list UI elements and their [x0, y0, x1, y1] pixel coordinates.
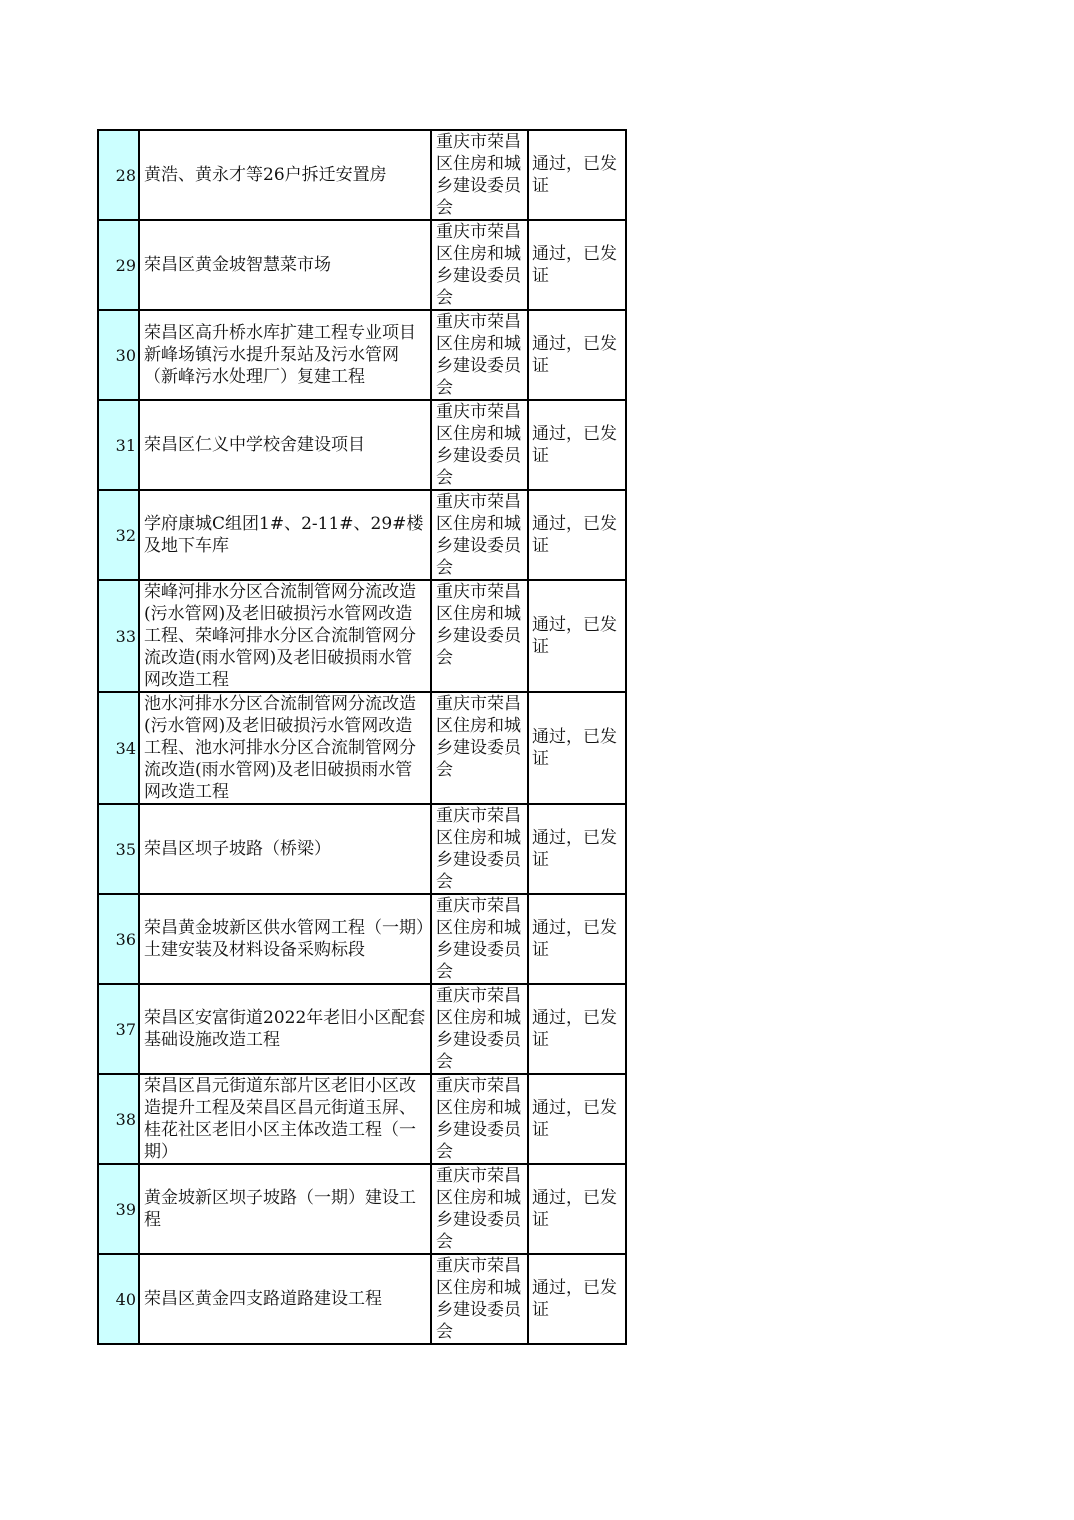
approval-status-text: 通过，已发证 [532, 514, 617, 556]
table-row [98, 1164, 626, 1254]
approval-status [528, 310, 626, 400]
issuing-department-text: 重庆市荣昌区住房和城乡建设委员会 [436, 1256, 521, 1342]
issuing-department [431, 220, 528, 310]
project-table [97, 129, 627, 1345]
table-row [98, 220, 626, 310]
row-number: 31 [98, 400, 139, 490]
row-number: 30 [98, 310, 139, 400]
table-row [98, 1254, 626, 1344]
issuing-department [431, 490, 528, 580]
row-number: 39 [98, 1164, 139, 1254]
approval-status-text: 通过，已发证 [532, 1098, 617, 1140]
project-name: 荣昌区昌元街道东部片区老旧小区改造提升工程及荣昌区昌元街道玉屏、桂花社区老旧小区主体改造工程（一期） [139, 1074, 431, 1164]
issuing-department-text: 重庆市荣昌区住房和城乡建设委员会 [436, 132, 521, 218]
approval-status-text: 通过，已发证 [532, 154, 617, 196]
project-name: 学府康城C组团1#、2-11#、29#楼及地下车库 [139, 490, 431, 580]
row-number: 36 [98, 894, 139, 984]
table-row [98, 894, 626, 984]
row-number: 37 [98, 984, 139, 1074]
issuing-department [431, 310, 528, 400]
project-name: 荣昌黄金坡新区供水管网工程（一期）土建安装及材料设备采购标段 [139, 894, 431, 984]
project-name: 荣昌区黄金四支路道路建设工程 [139, 1254, 431, 1344]
issuing-department-text: 重庆市荣昌区住房和城乡建设委员会 [436, 492, 521, 578]
project-name: 荣峰河排水分区合流制管网分流改造(污水管网)及老旧破损污水管网改造工程、荣峰河排水分区合流制管网分流改造(雨水管网)及老旧破损雨水管网改造工程 [139, 580, 431, 692]
approval-status-text: 通过，已发证 [532, 1188, 617, 1230]
issuing-department [431, 984, 528, 1074]
project-name: 荣昌区坝子坡路（桥梁） [139, 804, 431, 894]
issuing-department [431, 400, 528, 490]
approval-status-text: 通过，已发证 [532, 244, 617, 286]
approval-status [528, 1254, 626, 1344]
issuing-department [431, 804, 528, 894]
approval-status [528, 984, 626, 1074]
table-row [98, 400, 626, 490]
row-number: 29 [98, 220, 139, 310]
issuing-department-text: 重庆市荣昌区住房和城乡建设委员会 [436, 222, 521, 308]
row-number: 28 [98, 130, 139, 220]
approval-status [528, 804, 626, 894]
approval-status-text: 通过，已发证 [532, 828, 617, 870]
approval-status [528, 400, 626, 490]
issuing-department [431, 894, 528, 984]
issuing-department-text: 重庆市荣昌区住房和城乡建设委员会 [436, 402, 521, 488]
approval-status [528, 1164, 626, 1254]
row-number: 34 [98, 692, 139, 804]
row-number: 35 [98, 804, 139, 894]
table-row [98, 692, 626, 804]
approval-status-text: 通过，已发证 [532, 615, 617, 657]
project-name: 池水河排水分区合流制管网分流改造(污水管网)及老旧破损污水管网改造工程、池水河排水分区合流制管网分流改造(雨水管网)及老旧破损雨水管网改造工程 [139, 692, 431, 804]
issuing-department [431, 1164, 528, 1254]
approval-status [528, 894, 626, 984]
issuing-department-text: 重庆市荣昌区住房和城乡建设委员会 [436, 312, 521, 398]
issuing-department [431, 1074, 528, 1164]
project-name: 荣昌区安富街道2022年老旧小区配套基础设施改造工程 [139, 984, 431, 1074]
approval-status [528, 692, 626, 804]
approval-status [528, 130, 626, 220]
table-row [98, 310, 626, 400]
project-name: 荣昌区黄金坡智慧菜市场 [139, 220, 431, 310]
approval-status [528, 580, 626, 692]
project-name: 荣昌区仁义中学校舍建设项目 [139, 400, 431, 490]
row-number: 33 [98, 580, 139, 692]
issuing-department-text: 重庆市荣昌区住房和城乡建设委员会 [436, 582, 521, 668]
project-name: 黄金坡新区坝子坡路（一期）建设工程 [139, 1164, 431, 1254]
project-name: 黄浩、黄永才等26户拆迁安置房 [139, 130, 431, 220]
issuing-department-text: 重庆市荣昌区住房和城乡建设委员会 [436, 896, 521, 982]
approval-status-text: 通过，已发证 [532, 918, 617, 960]
issuing-department-text: 重庆市荣昌区住房和城乡建设委员会 [436, 694, 521, 780]
table-row [98, 130, 626, 220]
approval-status [528, 220, 626, 310]
issuing-department-text: 重庆市荣昌区住房和城乡建设委员会 [436, 1076, 521, 1162]
issuing-department-text: 重庆市荣昌区住房和城乡建设委员会 [436, 986, 521, 1072]
table-row [98, 490, 626, 580]
table-row [98, 580, 626, 692]
approval-status-text: 通过，已发证 [532, 727, 617, 769]
table-row [98, 984, 626, 1074]
issuing-department [431, 1254, 528, 1344]
approval-status [528, 1074, 626, 1164]
issuing-department [431, 692, 528, 804]
approval-status-text: 通过，已发证 [532, 1278, 617, 1320]
row-number: 32 [98, 490, 139, 580]
issuing-department [431, 130, 528, 220]
approval-status-text: 通过，已发证 [532, 334, 617, 376]
approval-status-text: 通过，已发证 [532, 424, 617, 466]
approval-status-text: 通过，已发证 [532, 1008, 617, 1050]
project-name: 荣昌区高升桥水库扩建工程专业项目新峰场镇污水提升泵站及污水管网（新峰污水处理厂）复建工程 [139, 310, 431, 400]
table-row [98, 1074, 626, 1164]
approval-status [528, 490, 626, 580]
issuing-department-text: 重庆市荣昌区住房和城乡建设委员会 [436, 806, 521, 892]
row-number: 38 [98, 1074, 139, 1164]
issuing-department [431, 580, 528, 692]
row-number: 40 [98, 1254, 139, 1344]
table-row [98, 804, 626, 894]
issuing-department-text: 重庆市荣昌区住房和城乡建设委员会 [436, 1166, 521, 1252]
